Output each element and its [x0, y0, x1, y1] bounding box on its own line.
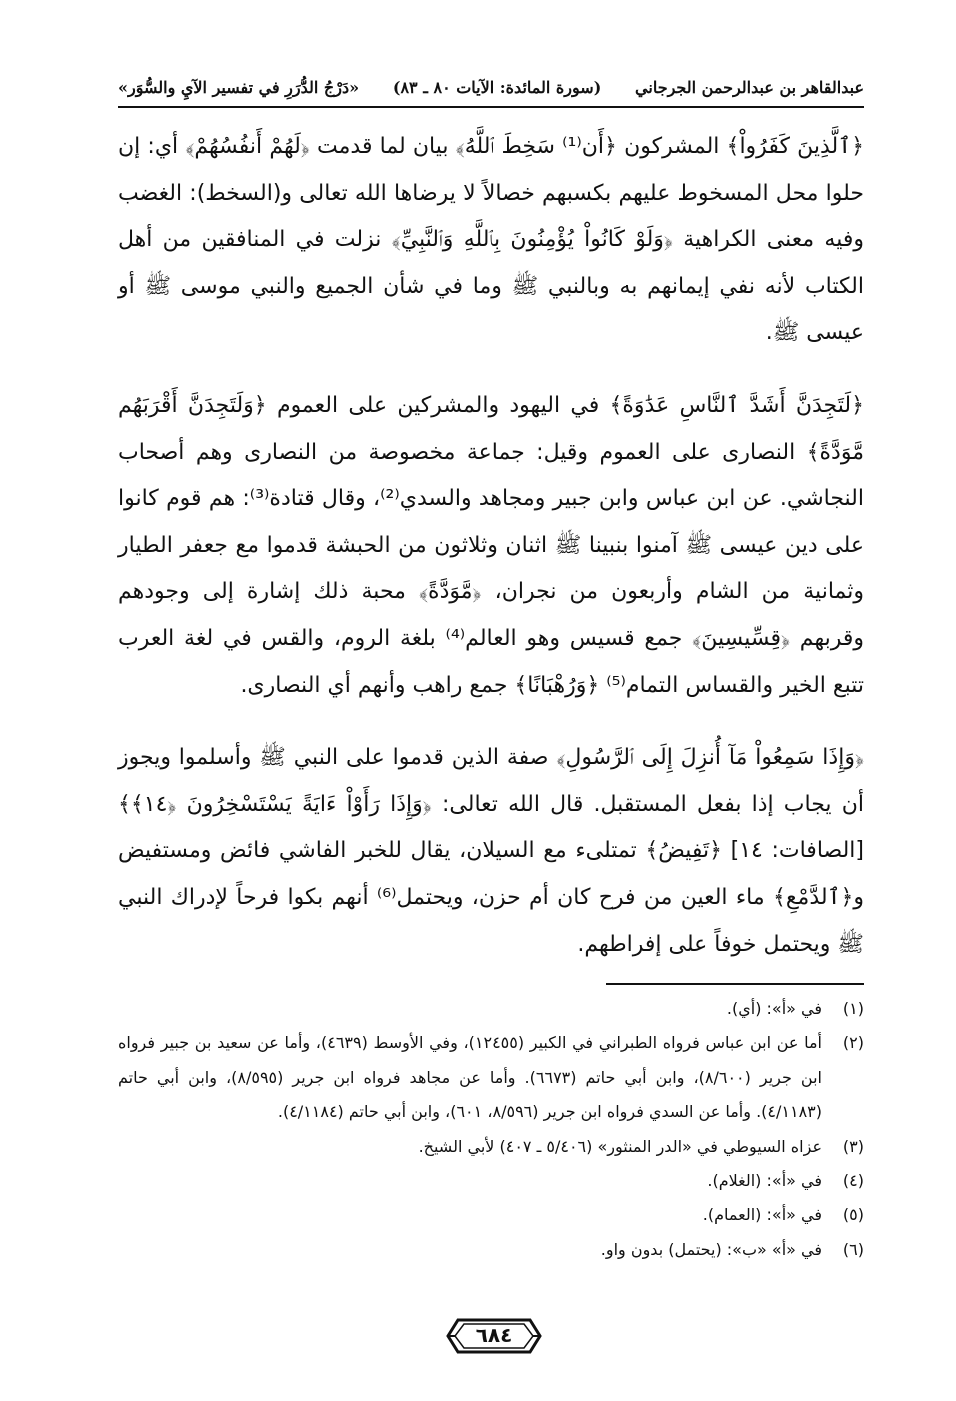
- running-header: [118, 70, 864, 104]
- footnote-text: أما عن ابن عباس فرواه الطبراني في الكبير (١٢٤٥٥)، وفي الأوسط (٤٦٣٩)، وأما عن سعيد بن جبير فرواه ابن جرير (٨/٦٠٠)، وابن أبي حاتم (٦٦٧٣). وأما عن مجاهد فرواه ابن جرير (٨/٥٩٥)، وابن أبي حاتم (٤/١١٨٣). وأما عن السدي فرواه ابن جرير (٨/٥٩٦، ٦٠١)، وابن أبي حاتم (٤/١١٨٤).: [118, 1033, 823, 1122]
- footnote-text: في «أ»: (الغلام).: [707, 1171, 822, 1191]
- footnote-2: [118, 1026, 864, 1129]
- footnote-text: في «أ»: (العمام).: [702, 1205, 822, 1225]
- footnote-5: [118, 1198, 864, 1232]
- footnote-number: (٦): [842, 1239, 864, 1259]
- header-rule: [118, 106, 864, 108]
- footnote-text: في «أ» «ب»: (يحتمل) بدون واو.: [600, 1239, 822, 1259]
- paragraph-3: ﴿وَإِذَا سَمِعُواْ مَآ أُنزِلَ إِلَى ٱلرَّسُولِ﴾ صفة الذين قدموا على النبي ﷺ وأسلموا ويجوز أن يجاب إذا بفعل المستقبل. قال الله تعالى: ﴿وَإِذَا رَأَوْاْ ءَايَةً يَسْتَسْخِرُونَ ﴿١٤﴾﴾ [الصافات: ١٤] ﴿تَفِيضُ﴾ تمتلىء مع السيلان، يقال للخبر الفاشي فائض ومستفيض و﴿ٱلدَّمْعِ﴾ ماء العين من فرح كان أم حزن، ويحتمل⁽⁶⁾ أنهم بكوا فرحاً لإدراك النبي ﷺ ويحتمل خوفاً على إفراطهم.: [118, 745, 865, 957]
- header-author: عبدالقاهر بن عبدالرحمن الجرجاني: [635, 77, 864, 97]
- footnote-text: في «أ»: (أي).: [726, 999, 822, 1018]
- header-section: (سورة المائدة: الآيات ٨٠ ـ ٨٣): [392, 77, 602, 97]
- paragraph-2: ﴿لَتَجِدَنَّ أَشَدَّ ٱلنَّاسِ عَدَٰوَةً﴾ في اليهود والمشركين على العموم ﴿وَلَتَجِدَنَّ أَقْرَبَهُم مَّوَدَّةً﴾ النصارى على العموم وقيل: جماعة مخصوصة من النصارى وهم أصحاب النجاشي. عن ابن عباس وابن جبير ومجاهد والسدي⁽²⁾، وقال قتادة⁽³⁾: هم قوم كانوا على دين عيسى ﷺ آمنوا بنبينا ﷺ اثنان وثلاثون من الحبشة قدموا مع جعفر الطيار وثمانية من الشام وأربعون من نجران، ﴿مَّوَدَّةً﴾ محبة ذلك إشارة إلى وجودهم وقربهم ﴿قِسِّيسِينَ﴾ جمع قسيس وهو العالم⁽⁴⁾ بلغة الروم، والقس في لغة العرب تتبع الخير والقساس التمام⁽⁵⁾ ﴿وَرُهْبَانًا﴾ جمع راهب وأنهم أي النصارى.: [118, 392, 864, 698]
- footnote-4: [118, 1164, 864, 1198]
- footnote-number: (٢): [842, 1033, 864, 1053]
- page-number-ornament: [446, 1314, 542, 1358]
- footnote-text: عزاه السيوطي في «الدر المنثور» (٥/٤٠٦ ـ ٤٠٧) لأبي الشيخ.: [418, 1136, 822, 1156]
- footnote-3: [118, 1130, 864, 1164]
- paragraph-1: ﴿ٱلَّذِينَ كَفَرُواْ﴾ المشركون ﴿أَن⁽¹⁾ سَخِطَ ٱللَّهُ﴾ بيان لما قدمت ﴿لَهُمْ أَنفُسُهُمْ﴾ أي: إن حلوا محل المسخوط عليهم بكسبهم خصالاً لا يرضاها الله تعالى و(السخط): الغضب وفيه معنى الكراهية ﴿وَلَوْ كَانُواْ يُؤْمِنُونَ بِٱللَّهِ وَٱلنَّبِيِّ﴾ نزلت في المنافقين من أهل الكتاب لأنه نفي إيمانهم به وبالنبي ﷺ وما في شأن الجميع والنبي موسى ﷺ أو عيسى ﷺ.: [118, 134, 864, 346]
- footnote-number: (١): [842, 999, 864, 1018]
- footnote-number: (٤): [842, 1171, 864, 1191]
- body-text: [118, 124, 864, 968]
- footnote-6: [118, 1233, 864, 1267]
- footnotes: [118, 992, 864, 1267]
- footnote-number: (٥): [842, 1205, 864, 1225]
- header-book-title: «دَرْجُ الدُّرَرِ في تفسير الآيِ والسُّوَر»: [118, 77, 360, 97]
- footnote-rule: [606, 983, 864, 985]
- page-number: ٦٨٤: [475, 1323, 513, 1347]
- footnote-1: [118, 992, 864, 1026]
- footnote-number: (٣): [842, 1136, 864, 1156]
